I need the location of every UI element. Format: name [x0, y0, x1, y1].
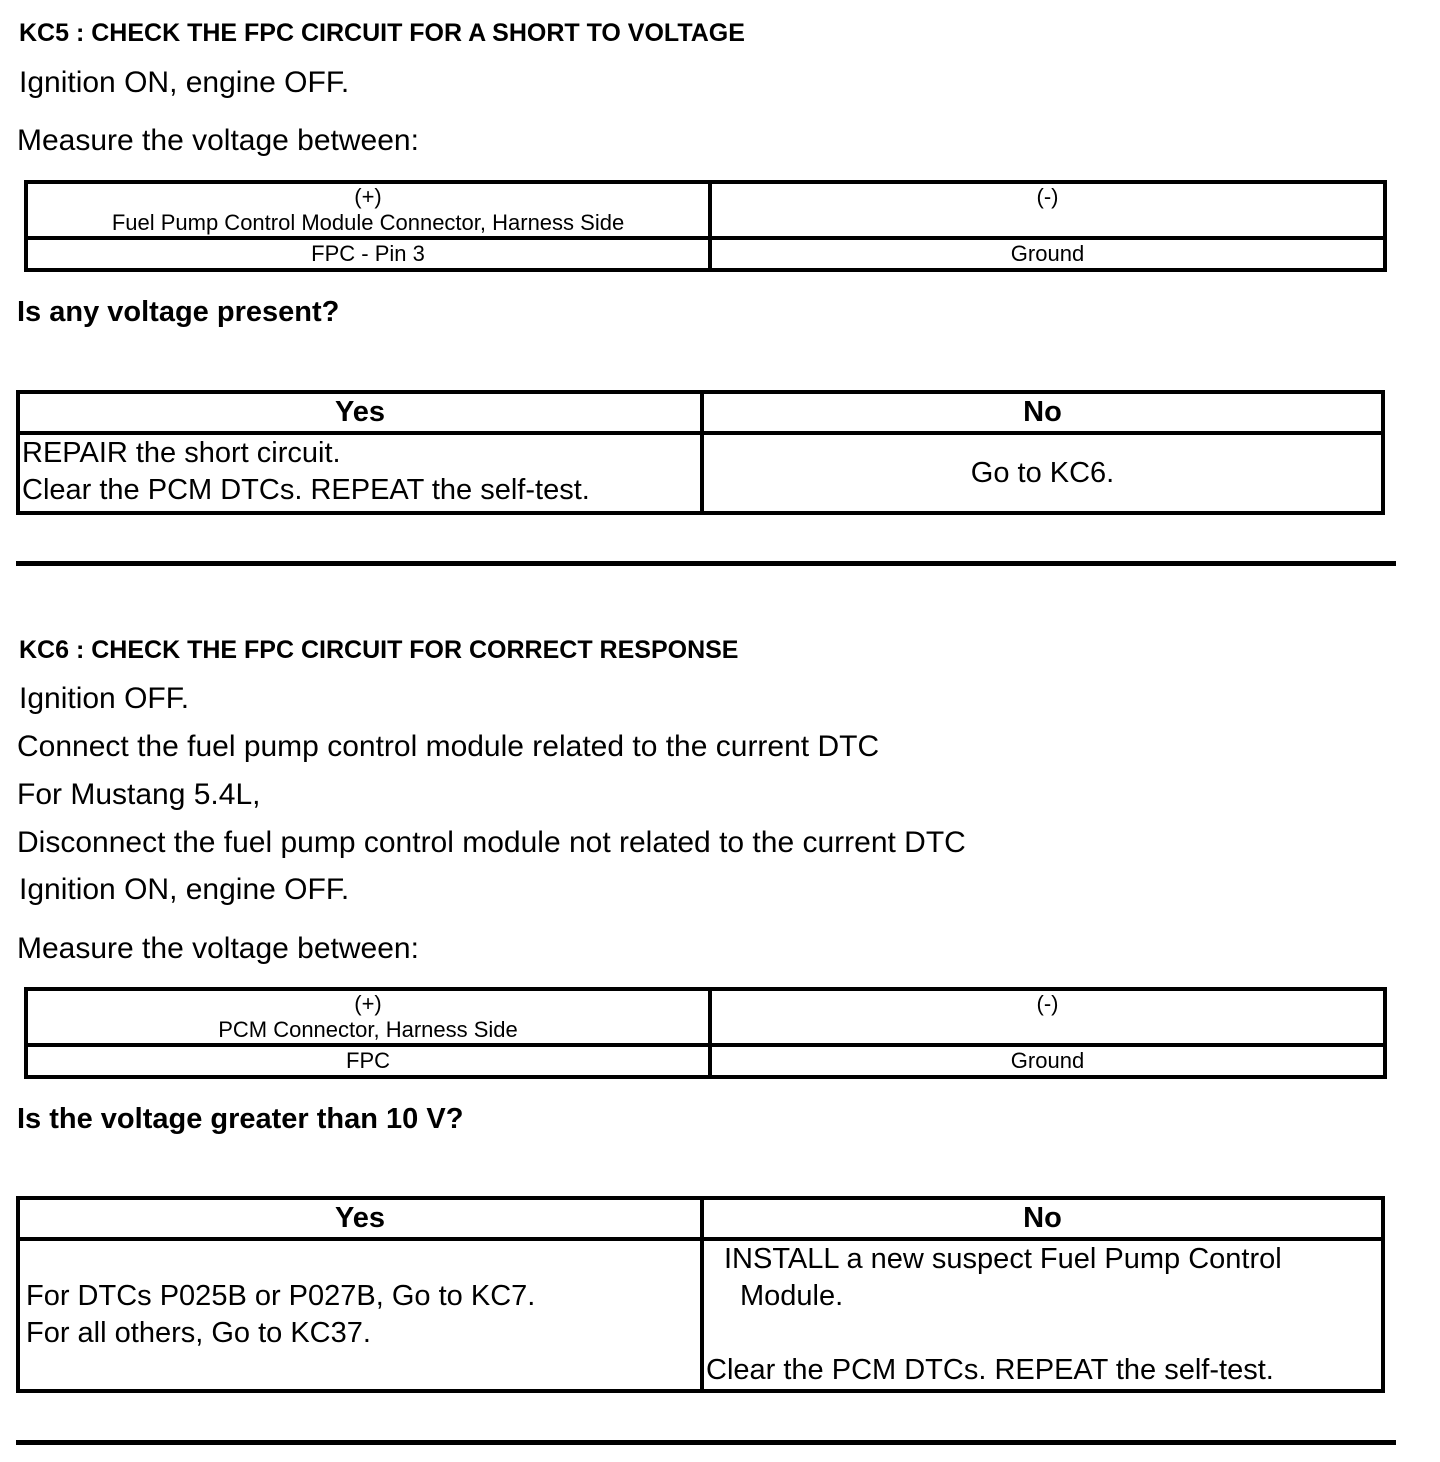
yes-result-line: For DTCs P025B or P027B, Go to KC7.: [26, 1280, 536, 1312]
kc5-instruction: Ignition ON, engine OFF.: [19, 66, 350, 99]
minus-header-cell: [710, 182, 1385, 238]
kc5-result-table: [16, 390, 1385, 515]
section-divider: [16, 561, 1396, 566]
kc6-title: KC6 : CHECK THE FPC CIRCUIT FOR CORRECT RESPONSE: [19, 636, 739, 664]
plus-subheader: PCM Connector, Harness Side: [218, 1017, 518, 1042]
minus-header-cell: [710, 989, 1385, 1045]
minus-value: Ground: [710, 238, 1385, 270]
section-divider: [16, 1440, 1396, 1445]
plus-header: (+): [354, 184, 382, 209]
kc5-question: Is any voltage present?: [17, 296, 340, 328]
kc6-instruction: Measure the voltage between:: [17, 932, 419, 965]
minus-header: (-): [1036, 991, 1059, 1016]
kc6-instruction: Connect the fuel pump control module related to the current DTC: [17, 730, 880, 763]
yes-header: Yes: [18, 392, 702, 433]
minus-value: Ground: [710, 1045, 1385, 1077]
no-result-line: INSTALL a new suspect Fuel Pump Control: [724, 1243, 1282, 1275]
yes-result-line: Clear the PCM DTCs. REPEAT the self-test.: [22, 474, 590, 506]
kc6-instruction: Ignition OFF.: [19, 682, 190, 715]
kc6-instruction: Disconnect the fuel pump control module not related to the current DTC: [17, 826, 966, 859]
kc6-result-table: [16, 1196, 1385, 1393]
plus-header-cell: [26, 182, 710, 238]
yes-result-line: For all others, Go to KC37.: [26, 1317, 371, 1349]
no-result: [702, 1239, 1383, 1391]
yes-result-line: REPAIR the short circuit.: [22, 437, 341, 469]
plus-value: FPC - Pin 3: [26, 238, 710, 270]
kc6-instruction: Ignition ON, engine OFF.: [19, 873, 350, 906]
kc6-measure-table: [24, 987, 1387, 1079]
minus-header: (-): [1036, 184, 1059, 209]
kc5-title: KC5 : CHECK THE FPC CIRCUIT FOR A SHORT TO VOLTAGE: [19, 19, 745, 47]
plus-value: FPC: [26, 1045, 710, 1077]
no-result-line: Module.: [740, 1280, 844, 1312]
plus-header-cell: [26, 989, 710, 1045]
plus-header: (+): [354, 991, 382, 1016]
yes-result: [18, 433, 702, 513]
kc6-question: Is the voltage greater than 10 V?: [17, 1103, 464, 1135]
yes-header: Yes: [18, 1198, 702, 1239]
no-header: No: [702, 1198, 1383, 1239]
kc5-instruction: Measure the voltage between:: [17, 124, 419, 157]
no-result: [702, 433, 1383, 513]
no-result-line: Clear the PCM DTCs. REPEAT the self-test.: [706, 1354, 1274, 1386]
no-result-line: Go to KC6.: [970, 456, 1115, 489]
yes-result: [18, 1239, 702, 1391]
plus-subheader: Fuel Pump Control Module Connector, Harness Side: [111, 210, 625, 235]
kc6-instruction: For Mustang 5.4L,: [17, 778, 261, 811]
no-header: No: [702, 392, 1383, 433]
kc5-measure-table: [24, 180, 1387, 272]
